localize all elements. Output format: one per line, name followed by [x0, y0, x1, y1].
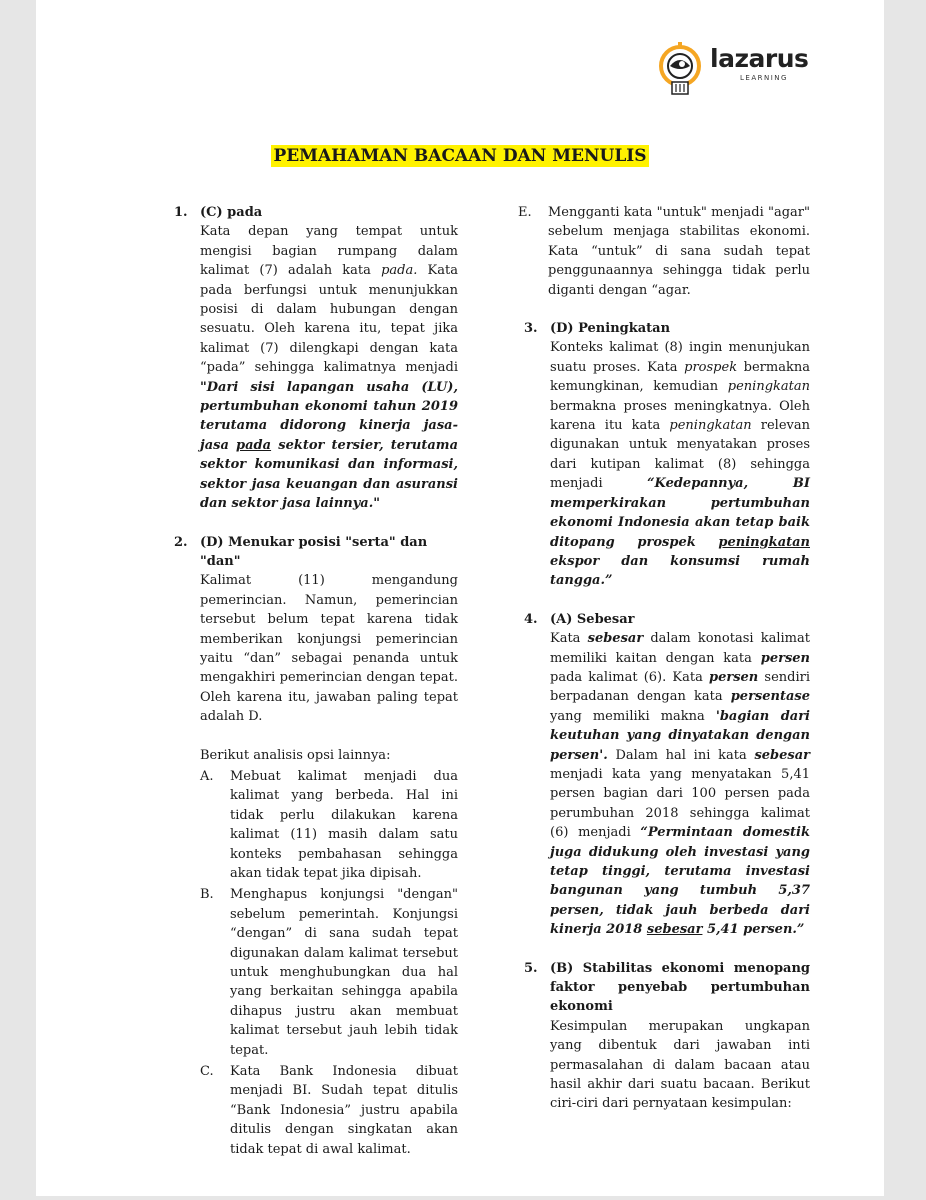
lazarus-emblem-icon	[658, 42, 704, 98]
option-letter: E.	[518, 205, 532, 220]
item-number: 2.	[174, 534, 188, 550]
option-a	[200, 767, 458, 883]
item-number: 5.	[524, 960, 538, 976]
option-text: Mebuat kalimat menjadi dua kalimat yang berbeda. Hal ini tidak perlu dilakukan karena kalimat (11) masih dalam satu konteks pembahasan sehingga akan tidak tepat jika dipisah.	[230, 768, 458, 881]
item-body: Kata depan yang tempat untuk mengisi bagian rumpang dalam kalimat (7) adalah kata pada. Kata pada berfungsi untuk menunjukkan posisi di dalam hubungan dengan sesuatu. Oleh karena itu, tepat jika kalimat (7) dilengkapi dengan kata “pada” sehingga kalimatnya menjadi "Dari sisi lapangan usaha (LU), pertumbuhan ekonomi tahun 2019 terutama didorong kinerja jasa-jasa pada sektor tersier, terutama sektor komunikasi dan informasi, sektor jasa keuangan dan asuransi dan sektor jasa lainnya."	[200, 224, 458, 512]
answer-item-5	[524, 959, 810, 1114]
item-heading: (B) Stabilitas ekonomi menopang faktor penyebab pertumbuhan ekonomi	[550, 960, 810, 1015]
item-number: 3.	[524, 321, 538, 337]
item-heading: (D) Menukar posisi "serta" dan "dan"	[200, 534, 428, 569]
option-e	[518, 203, 810, 300]
options-intro: Berikut analisis opsi lainnya:	[200, 747, 391, 763]
option-text: Menghapus konjungsi "dengan" sebelum pemerintah. Konjungsi “dengan” di sana sudah tepat digunakan dalam kalimat tersebut untuk menghubungkan dua hal yang berkaitan sehingga apabila dihapus justru akan membuat kalimat tersebut jauh lebih tidak tepat.	[230, 887, 458, 1058]
option-c	[200, 1062, 458, 1159]
right-column	[518, 203, 810, 1133]
option-letter: C.	[200, 1064, 214, 1080]
logo-wordmark: lazarus	[710, 44, 809, 73]
answer-item-1	[174, 203, 458, 514]
item-body: Kalimat (11) mengandung pemerincian. Namun, pemerincian tersebut belum tepat karena tidak memberikan konjungsi pemerincian yaitu “dan” sebagai penanda untuk mengakhiri pemerincian dengan tepat. Oleh karena itu, jawaban paling tepat adalah D.	[200, 573, 458, 725]
brand-logo	[658, 42, 808, 98]
option-letter: A.	[200, 768, 214, 784]
item-body: Konteks kalimat (8) ingin menunjukan suatu proses. Kata prospek bermakna kemungkinan, kemudian peningkatan bermakna proses meningkatnya. Oleh karena itu kata peningkatan relevan digunakan untuk menyatakan proses dari kutipan kalimat (8) sehingga menjadi “Kedepannya, BI memperkirakan pertumbuhan ekonomi Indonesia akan tetap baik ditopang prospek peningkatan ekspor dan konsumsi rumah tangga.”	[550, 340, 810, 589]
item-heading: (A) Sebesar	[550, 611, 635, 627]
answer-item-4	[524, 610, 810, 940]
item-heading: (C) pada	[200, 205, 263, 220]
item-body: Kesimpulan merupakan ungkapan yang dibentuk dari jawaban inti permasalahan di dalam bacaan atau hasil akhir dari suatu bacaan. Berikut ciri-ciri dari pernyataan kesimpulan:	[550, 1018, 810, 1112]
document-page	[36, 0, 884, 1196]
option-text: Mengganti kata "untuk" menjadi "agar" sebelum menjaga stabilitas ekonomi. Kata “untuk” di sana sudah tepat penggunaannya sehingga tidak perlu diganti dengan “agar.	[548, 205, 810, 298]
left-column	[174, 203, 458, 1178]
answer-item-2	[174, 533, 458, 1160]
option-letter: B.	[200, 887, 214, 903]
page-title: PEMAHAMAN BACAAN DAN MENULIS	[273, 146, 647, 166]
option-text: Kata Bank Indonesia dibuat menjadi BI. Sudah tepat ditulis “Bank Indonesia” justru apabila ditulis dengan singkatan akan tidak tepat di awal kalimat.	[230, 1064, 458, 1157]
item-heading: (D) Peningkatan	[550, 321, 671, 337]
item-number: 4.	[524, 611, 538, 627]
item-number: 1.	[174, 205, 188, 220]
answer-item-3	[524, 319, 810, 591]
option-b	[200, 885, 458, 1060]
item-body: Kata sebesar dalam konotasi kalimat memiliki kaitan dengan kata persen pada kalimat (6). Kata persen sendiri berpadanan dengan kata persentase yang memiliki makna 'bagian dari keutuhan yang dinyatakan dengan persen'. Dalam hal ini kata sebesar menjadi kata yang menyatakan 5,41 persen bagian dari 100 persen pada perumbuhan 2018 sehingga kalimat (6) menjadi “Permintaan domestik juga didukung oleh investasi yang tetap tinggi, terutama investasi bangunan yang tumbuh 5,37 persen, tidak jauh berbeda dari kinerja 2018 sebesar 5,41 persen.”	[550, 631, 810, 938]
logo-tagline: LEARNING	[740, 74, 788, 82]
